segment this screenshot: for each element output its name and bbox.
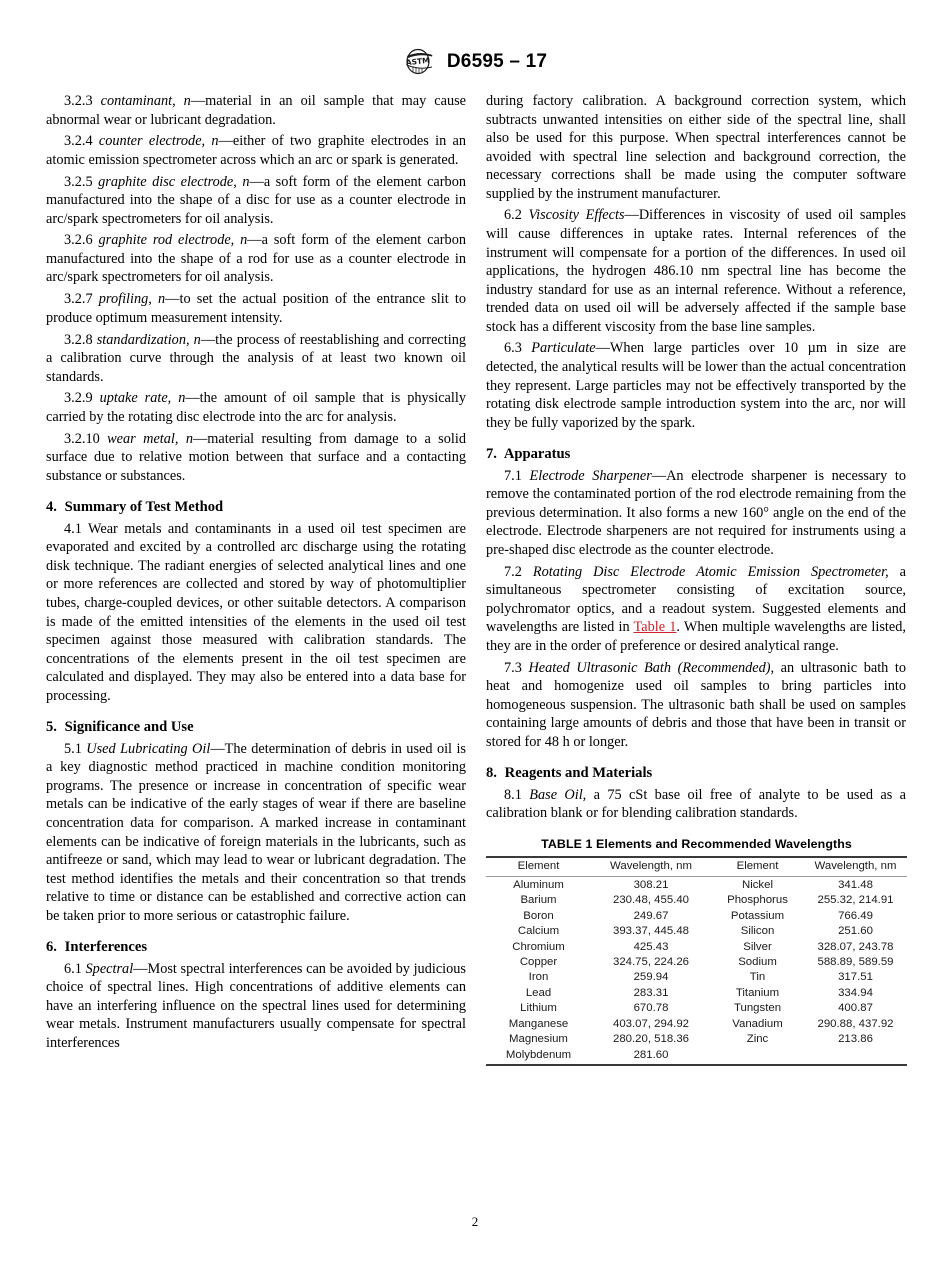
cell-element-2: Nickel: [741, 878, 773, 891]
table-row: [486, 908, 907, 923]
paragraph-7-1: [486, 467, 906, 560]
page-footer: [0, 1214, 950, 1230]
defined-term: counter electrode, n: [98, 133, 219, 150]
cell-element-2: Silicon: [740, 925, 775, 938]
paragraph-6-2: [486, 206, 906, 336]
cell-wavelength-2: 334.94: [838, 986, 873, 999]
section-number: 5.: [46, 719, 57, 736]
paragraph-6-3: [486, 339, 906, 432]
definition-text: —a soft form of the element carbon manufactured into the shape of a disc for use as a counter electrode in arc/spark spectrometers for oil analysis.: [46, 173, 466, 227]
clause-number: 3.2.8: [64, 331, 93, 348]
definition-text: —either of two graphite electrodes in an atomic emission spectrometer across which an arc or spark is generated.: [46, 133, 467, 168]
cell-element-2: Sodium: [738, 956, 777, 968]
section-heading-8: [486, 764, 906, 783]
cell-wavelength-2: 400.87: [838, 1002, 873, 1015]
defined-term: wear metal, n: [107, 430, 193, 447]
defined-term: profiling, n: [98, 291, 166, 308]
definition-text: —to set the actual position of the entrance slit to produce optimum measurement intensity.: [46, 291, 467, 326]
cell-wavelength-2: 328.07, 243.78: [817, 940, 894, 953]
cell-element-1: Barium: [520, 894, 557, 907]
table-body: [486, 876, 907, 1065]
paragraph-text: Wear metals and contaminants in a used oil test specimen are evaporated and excited by a controlled arc discharge using the rotating disk technique. The radiant energies of selected analytical lines and one or more references are collected and stored by way of photomultiplier tubes, charge-coupled devices, or other suitable detectors. A comparison is made of the emitted intensities of the elements in the used oil test specimen against those measured with calibration standards. The concentrations of the elements present in the oil test specimen are calculated and displayed. They may also be entered into a data base for processing.: [46, 520, 466, 704]
table-row: [486, 939, 907, 954]
section-number: 7.: [486, 446, 497, 463]
section-number: 8.: [486, 765, 497, 782]
paragraph-text: a 75 cSt base oil free of analyte to be used as a calibration blank or for blending calibration standards.: [486, 786, 906, 822]
table-1-container: [486, 837, 907, 1066]
cell-wavelength-2: 588.89, 589.59: [817, 956, 894, 968]
paragraph-5-1: [46, 740, 466, 925]
defined-term: Rotating Disc Electrode Atomic Emission Spectrometer,: [532, 563, 889, 580]
column-header-element-1: Element: [486, 857, 591, 877]
definition-3-2-4: [46, 132, 466, 169]
cell-wavelength-1: 324.75, 224.26: [612, 956, 689, 968]
paragraph-text: —Differences in viscosity of used oil samples will cause differences in uptake rates. Internal references of the instrument will compensate for a portion of the differences. In used oil applications, the hydrogen 486.10 nm spectral line has become the industry standard for use as an internal reference. Without a reference, trended data on used oil will be adversely affected if the sample base stock has a different viscosity from the base line samples.: [486, 207, 906, 335]
defined-term: Electrode Sharpener: [529, 467, 652, 484]
definition-text: —material resulting from damage to a solid surface due to relative motion between that surface and a contacting substance or substances.: [46, 430, 466, 484]
paragraph-text: —Most spectral interferences can be avoided by judicious choice of spectral lines. High concentrations of additive elements can have an interfering influence on the spectral lines used for determining wear metals. Instrument manufacturers usually compensate for spectral interferences: [46, 960, 466, 1052]
defined-term: Base Oil,: [529, 786, 587, 803]
section-heading-6: [46, 938, 466, 957]
table-row: [486, 1032, 907, 1047]
cell-wavelength-2: 341.48: [838, 878, 873, 891]
paragraph-6-1: [46, 960, 466, 1053]
paragraph-text: an ultrasonic bath to heat and homogenize used oil samples to bring particles into homogeneous suspension. The ultrasonic bath shall be used on samples containing large amounts of debris and those that have been in transit or stored for 48 h or longer.: [486, 659, 907, 750]
cell-element-1: Magnesium: [509, 1033, 568, 1046]
paragraph-8-1: [486, 786, 906, 823]
defined-term: contaminant, n: [100, 93, 191, 109]
cell-wavelength-2: 766.49: [838, 909, 873, 922]
section-number: 4.: [46, 499, 57, 516]
cell-element-1: Iron: [528, 971, 549, 984]
cell-element-2: Tungsten: [733, 1002, 782, 1015]
cell-element-2: Zinc: [746, 1033, 769, 1046]
clause-number: 3.2.9: [64, 390, 93, 407]
definition-text: —the process of reestablishing and correcting a calibration curve through the analysis of at least two known oil standards.: [46, 331, 467, 385]
cell-wavelength-1: 393.37, 445.48: [612, 925, 689, 938]
defined-term: Heated Ultrasonic Bath (Recommended),: [528, 659, 775, 676]
cell-wavelength-1: 249.67: [633, 909, 669, 922]
clause-number: 8.1: [504, 786, 522, 803]
cell-element-1: Manganese: [508, 1017, 569, 1030]
paragraph-text: —An electrode sharpener is necessary to remove the contaminated portion of the rod electrode remaining from the previous determination. It also forms a new 160° angle on the end of the electrode. Electrode sharpeners are not required for instruments using a pre-shaped disc electrode as the counter electrode.: [486, 467, 906, 558]
defined-term: Used Lubricating Oil: [86, 740, 211, 757]
defined-term: graphite rod electrode, n: [98, 232, 248, 249]
table-row: [486, 954, 907, 969]
page-number: 2: [471, 1214, 479, 1229]
cell-element-2: Tin: [749, 971, 766, 984]
clause-number: 5.1: [64, 740, 82, 757]
cell-element-2: Silver: [743, 940, 772, 953]
elements-wavelengths-table: [486, 856, 907, 1066]
section-title: Summary of Test Method: [64, 499, 224, 516]
section-number: 6.: [46, 939, 57, 956]
cell-element-1: Lead: [525, 986, 552, 999]
definition-3-2-10: [46, 430, 466, 486]
paragraph-text-after-xref: . When multiple wavelengths are listed, they are in the order of preference or desired analytical range.: [486, 619, 906, 654]
clause-number: 3.2.3: [64, 93, 93, 109]
clause-number: 7.2: [504, 563, 522, 580]
section-heading-5: [46, 718, 466, 737]
cell-element-1: Boron: [523, 909, 554, 922]
clause-number: 6.3: [504, 340, 522, 357]
cell-wavelength-1: 259.94: [633, 971, 669, 984]
clause-number: 7.1: [504, 467, 522, 484]
body-columns: [0, 92, 950, 1212]
table-row: [486, 923, 907, 938]
document-designation: D6595 – 17: [446, 50, 548, 72]
page-header: [0, 48, 950, 75]
cell-wavelength-1: 280.20, 518.36: [612, 1033, 689, 1046]
cell-wavelength-1: 308.21: [633, 878, 669, 891]
section-heading-7: [486, 445, 906, 464]
cell-element-1: Aluminum: [513, 878, 564, 891]
clause-number: 6.2: [504, 207, 522, 224]
paragraph-text: —The determination of debris in used oil is a key diagnostic method practiced in machine condition monitoring programs. The presence or increase in concentration of specific wear metals can be indicative of the early stages of wear if there are baseline concentration data for comparison. A marked increase in contaminant elements can be indicative of foreign materials in the lubricants, such as antifreeze or sand, which may lead to wear or lubricant degradation. The test method identifies the metals and their concentration so that trends relative to time or distance can be established and corrective action can be taken prior to more serious or catastrophic failure.: [46, 740, 466, 924]
definition-3-2-9: [46, 389, 466, 426]
defined-term: standardization, n: [96, 331, 201, 348]
cell-element-2: Titanium: [735, 986, 780, 999]
cell-wavelength-1: 670.78: [633, 1002, 669, 1015]
clause-number: 3.2.4: [64, 133, 93, 150]
cell-element-1: Calcium: [517, 925, 560, 938]
paragraph-text: during factory calibration. A background correction system, which subtracts unwanted intensities on either side of the spectral line, shall also be used for this purpose. When spectral interferences cannot be avoided with spectral line selection and background correction, the necessary corrections shall be made using the computer software supplied by the instrument manufacturer.: [486, 93, 906, 202]
definition-3-2-8: [46, 331, 466, 387]
table-row: [486, 892, 907, 907]
defined-term: Particulate: [531, 340, 596, 357]
cell-wavelength-1: 403.07, 294.92: [612, 1017, 689, 1030]
cell-element-1: Lithium: [520, 1002, 557, 1015]
clause-number: 6.1: [64, 960, 82, 977]
clause-number: 3.2.7: [64, 291, 93, 308]
section-title: Interferences: [64, 939, 148, 956]
table-row: [486, 876, 907, 892]
definition-3-2-3: [46, 92, 466, 129]
table-row: [486, 985, 907, 1000]
svg-text:ASTM: ASTM: [405, 55, 430, 68]
section-title: Reagents and Materials: [504, 765, 653, 782]
defined-term: Spectral: [85, 960, 134, 977]
table-caption: TABLE 1 Elements and Recommended Wavelengths: [541, 836, 852, 851]
cell-wavelength-2: 251.60: [838, 925, 873, 938]
cell-wavelength-1: 283.31: [633, 986, 669, 999]
paragraph-text: —When large particles over 10 µm in size are detected, the analytical results will be lower than the actual concentration they represent. Large particles may not be effectively transported by the rotating disk electrode sample introduction system into the arc, nor will they be fully vaporized by the spark.: [486, 340, 906, 431]
cell-element-1: Copper: [519, 956, 558, 968]
cell-element-2: Phosphorus: [727, 894, 788, 907]
column-header-wavelength-1: Wavelength, nm: [591, 857, 711, 877]
clause-number: 3.2.10: [64, 430, 100, 447]
clause-number: 7.3: [504, 659, 522, 676]
definition-3-2-5: [46, 173, 466, 229]
table-row: [486, 1016, 907, 1031]
cell-element-2: Vanadium: [732, 1017, 783, 1030]
paragraph-7-3: [486, 659, 906, 752]
column-header-wavelength-2: Wavelength, nm: [804, 857, 907, 877]
cell-wavelength-1: 425.43: [633, 940, 669, 953]
paragraph-6-1-continuation: [486, 92, 906, 203]
paragraph-text-before-xref: a simultaneous spectrometer consisting of excitation source, polychromator optics, and a readout system. Suggested elements and wavelengths are listed in: [486, 563, 907, 636]
section-title: Significance and Use: [64, 719, 194, 736]
cell-element-2: Potassium: [730, 909, 785, 922]
cell-wavelength-1: 230.48, 455.40: [612, 894, 689, 907]
section-heading-4: [46, 498, 466, 517]
cell-element-2: [711, 1047, 804, 1065]
clause-number: 3.2.6: [64, 232, 93, 249]
definition-3-2-6: [46, 231, 466, 287]
table-row: [486, 970, 907, 985]
cell-wavelength-2: 317.51: [838, 971, 873, 984]
column-header-element-2: Element: [711, 857, 804, 877]
cell-wavelength-1: 281.60: [633, 1048, 669, 1061]
paragraph-4-1: [46, 520, 466, 705]
table-1-cross-reference-link[interactable]: Table 1: [633, 619, 677, 636]
table-row: [486, 1001, 907, 1016]
cell-wavelength-2: [804, 1047, 907, 1065]
table-header-row: [486, 857, 907, 877]
cell-element-1: Molybdenum: [505, 1048, 572, 1061]
cell-wavelength-2: 290.88, 437.92: [817, 1017, 894, 1030]
definition-text: —material in an oil sample that may cause abnormal wear or lubricant degradation.: [46, 93, 466, 128]
left-column: [46, 92, 466, 1053]
definition-text: —a soft form of the element carbon manufactured into the shape of a rod for use as a counter electrode in arc/spark spectrometers for oil analysis.: [46, 232, 466, 286]
right-column: [486, 92, 906, 1066]
definition-3-2-7: [46, 290, 466, 327]
cell-element-1: Chromium: [512, 940, 565, 953]
defined-term: graphite disc electrode, n: [98, 173, 250, 190]
defined-term: uptake rate, n: [99, 390, 186, 407]
cell-wavelength-2: 255.32, 214.91: [817, 894, 894, 907]
clause-number: 4.1: [64, 520, 82, 537]
definition-text: —the amount of oil sample that is physically carried by the rotating disc electrode into the arc for analysis.: [46, 390, 466, 425]
defined-term: Viscosity Effects: [528, 207, 625, 224]
astm-logo-icon: [403, 48, 437, 75]
cell-wavelength-2: 213.86: [838, 1033, 873, 1046]
clause-number: 3.2.5: [64, 173, 93, 190]
section-title: Apparatus: [503, 446, 571, 463]
table-row: [486, 1047, 907, 1065]
paragraph-7-2: [486, 563, 906, 656]
table-header: [486, 857, 907, 877]
